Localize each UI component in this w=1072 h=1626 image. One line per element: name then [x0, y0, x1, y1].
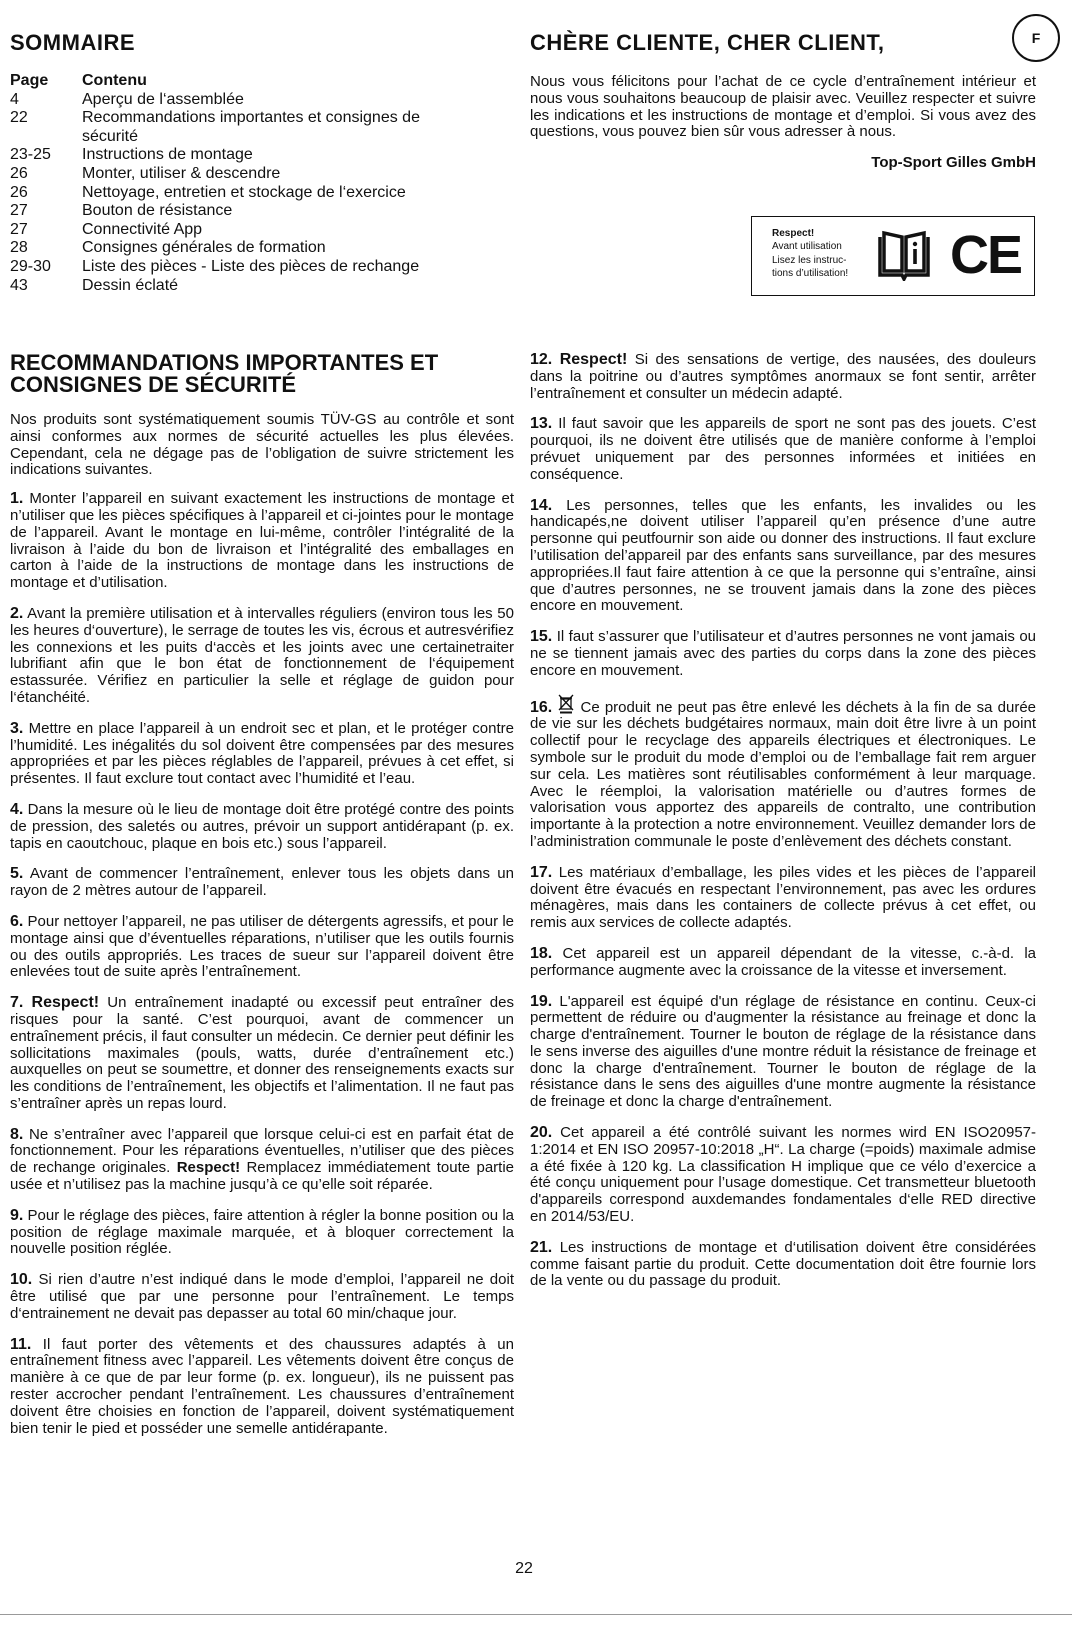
item-number: 13.: [530, 415, 553, 433]
safety-title-line: CONSIGNES DE SÉCURITÉ: [10, 372, 297, 397]
toc-row: [10, 277, 480, 296]
table-of-contents: [10, 72, 480, 295]
item-text: Un entraînement inadapté ou excessif peut entraîner des risques pour la santé. C’est pourquoi, avant de commencer un entraînement précis, il faut consulter un médecin. Ce dernier peut définir les sollicitations maximales (pouls, watts, durée d’entraînement etc.) auxquelles on peut se soumettre, et donner des renseignements exacts sur les conditions de l’entraînement, les objectifs et l’alimentation. Il ne faut pas s’entraîner après un repas lourd.: [10, 994, 514, 1112]
item-text: Mettre en place l’appareil à un endroit sec et plan, et le protéger contre l’humidité. Les inégalités du sol doivent être compensées par des mesures appropriées et par les pièces réglables de l’appareil, prévues à cet effet, si présentes. Il faut exclure tout contact avec l’humidité et l’eau.: [10, 719, 514, 788]
toc-col-content: Contenu: [82, 72, 147, 89]
item-number: 14.: [530, 496, 553, 514]
item-text: Il faut savoir que les appareils de sport ne sont pas des jouets. C’est pourquoi, ils ne doivent être utilisés que de manière conforme à l’emploi prévuet uniquement par des personnes informées et initiées en conséquence.: [530, 415, 1036, 483]
toc-row: [10, 146, 480, 165]
safety-item: [530, 865, 1036, 932]
respect-label: Respect!: [772, 228, 815, 239]
toc-row: [10, 239, 480, 258]
toc-col-page: Page: [10, 72, 49, 89]
safety-item: [530, 498, 1036, 616]
safety-item: [530, 416, 1036, 483]
respect-emphasis: Respect!: [31, 994, 100, 1012]
company-signature: Top-Sport Gilles GmbH: [871, 154, 1036, 171]
safety-item: [530, 994, 1036, 1112]
safety-left-column: [10, 412, 514, 1437]
item-text: Si des sensations de vertige, des nausées, des douleurs dans la poitrine ou d’autres symptômes anormaux se font sentir, arrêter l’entraînement et consulter un médecin adapté.: [530, 351, 1037, 402]
respect-emphasis: Respect!: [176, 1159, 241, 1177]
toc-entry: Instructions de montage: [82, 146, 253, 164]
toc-row: [10, 221, 480, 240]
safety-right-column: [530, 352, 1036, 1290]
respect-emphasis: Respect!: [559, 351, 628, 368]
item-number: 4.: [10, 800, 24, 818]
item-text: Avant de commencer l’entraînement, enlever tous les objets dans un rayon de 2 mètres autour de l’appareil.: [10, 865, 514, 900]
item-text: Dans la mesure où le lieu de montage doit être protégé contre des points de pression, des saletés ou autres, prévoir un support antidérapant (p. ex. tapis en caoutchouc, plaque en bois etc.) sous l’appareil.: [10, 800, 514, 852]
safety-item: [10, 866, 514, 900]
safety-item: [10, 721, 514, 788]
toc-entry: Bouton de résistance: [82, 202, 233, 220]
item-number: 1.: [10, 490, 24, 508]
item-number: 19.: [530, 992, 553, 1010]
item-text: Les instructions de montage et d‘utilisation doivent être considérées comme faisant partie du produit. Cette documentation doit être fournie lors de la vente ou du passage du produit.: [530, 1238, 1037, 1290]
item-number: 8.: [10, 1125, 24, 1143]
safety-intro: Nos produits sont systématiquement soumis TÜV-GS au contrôle et sont ainsi conformes aux normes de sécurité actuelles les plus élevées. Cependant, cela ne dégage pas de l’obligation de suivre strictement les indications suivantes.: [10, 411, 514, 479]
safety-item: [10, 802, 514, 852]
item-text: Pour nettoyer l’appareil, ne pas utiliser de détergents agressifs, et pour le montage ainsi que d’éventuelles réparations, n’utiliser que les outils fournis ou des outils appropriés. Les traces de sueur sur l’appareil doivent être enlevées tout de suite après l’entraînement.: [10, 912, 514, 981]
toc-header-row: [10, 72, 480, 91]
greeting-title: CHÈRE CLIENTE, CHER CLIENT,: [530, 30, 885, 55]
toc-page-number: 22: [10, 109, 28, 127]
safety-item: [10, 914, 514, 981]
item-number: 10.: [10, 1271, 33, 1289]
safety-item: [530, 1125, 1036, 1226]
toc-page-number: 26: [10, 164, 28, 182]
item-text: Les personnes, telles que les enfants, les invalides ou les handicapés,ne doivent utiliser l’appareil qu’en présence d’une autre personne qui peutfournir son aide ou donner des instructions. Il faut exclure l’utilisation del’appareil par des enfants sans surveillance, par des mesures appropriées.Il faut faire attention à ce que la personne qui s’entraîne, ainsi que d’autres personnes, ne se trouvent jamais dans la zone des pièces encore en mouvement.: [530, 496, 1036, 615]
item-text: Cet appareil est un appareil dépendant de la vitesse, c.-à-d. la performance augmente avec la croissance de la vitesse et inversement.: [530, 944, 1036, 979]
greeting-text: Nous vous félicitons pour l’achat de ce cycle d’entraînement intérieur et nous vous souhaitons beaucoup de plaisir avec. Veuillez respecter et suivre les indications et les instructions de montage et d’emploi. Si vous avez des questions, vous pouvez bien sûr vous adresser à nous.: [530, 73, 1036, 141]
item-number: 9.: [10, 1206, 24, 1224]
toc-page-number: 29-30: [10, 257, 51, 275]
safety-item: [10, 606, 514, 707]
crossed-bin-icon: [557, 694, 575, 714]
item-number: 12.: [530, 351, 553, 368]
item-text: Il faut s’assurer que l’utilisateur et d’autres personnes ne vont jamais ou ne se tiennent jamais avec des parties du corps dans la zone des pièces encore en mouvement.: [530, 628, 1037, 679]
item-number: 11.: [10, 1335, 32, 1353]
item-number: 7.: [10, 994, 24, 1012]
item-text: Ce produit ne peut pas être enlevé les déchets à la fin de sa durée de vie sur les déchets budgétaires normaux, main doit être livre à un point collectif pour le recyclage des appareils électriques et électroniques. Le symbole sur le produit du mode d’emploi ou de l’emballage fait rem arguer sur cela. Les matières sont réutilisables conformément à leur marquage. Avec le réemploi, la valorisation matérielle ou d’autres formes de valorisation vous apportez des appareils de contralto, une contribution importante à la protection a notre environnement. Veuillez demander lors de l’administration communale le poste d’enlèvement des déchets constant.: [530, 698, 1036, 850]
toc-page-number: 4: [10, 90, 19, 108]
safety-item: [530, 629, 1036, 679]
item-text: Ne s’entraîner avec l’appareil que lorsque celui-ci est en parfait état de fonctionnement. Pour les réparations éventuelles, n’utiliser que des pièces de rechange originales.: [10, 1125, 514, 1177]
toc-row: [10, 165, 480, 184]
safety-item: [10, 491, 514, 592]
toc-entry: Dessin éclaté: [82, 276, 179, 294]
safety-item: [530, 946, 1036, 980]
item-text: L'appareil est équipé d'un réglage de résistance en continu. Ceux-ci permettent de réduire ou d'augmenter la résistance au freinage et donc la charge d'entraînement. Tourner le bouton de réglage de la résistance dans le sens inverse des aiguilles d'une montre réduit la résistance de freinage et donc la charge d'entraînement. Tourner le bouton de réglage de la résistance dans le sens des aiguilles d'une montre augmente la résistance de freinage et donc la charge d'entraînement.: [530, 992, 1036, 1111]
item-text: Les matériaux d’emballage, les piles vides et les pièces de l’appareil doivent être évacués en respectant l’environnement, pas avec les ordures ménagères, mais dans les containers de collecte prévus à cet effet, ou remis aux services de collecte adaptés.: [530, 863, 1036, 932]
respect-line: Avant utilisation: [772, 241, 842, 252]
toc-row: [10, 91, 480, 110]
toc-entry: Recommandations importantes et consignes de sécurité: [82, 109, 420, 145]
respect-line: tions d’utilisation!: [772, 268, 849, 279]
item-number: 20.: [530, 1124, 553, 1142]
safety-title-line: RECOMMANDATIONS IMPORTANTES ET: [10, 350, 439, 375]
safety-item: [10, 995, 514, 1113]
item-text: Remplacez immédiatement toute partie usée et n’utilisez pas la machine jusqu’à ce qu’elle soit réparée.: [10, 1159, 514, 1194]
item-text: Monter l’appareil en suivant exactement les instructions de montage et n’utiliser que les pièces spécifiques à l’appareil et ci-jointes pour le montage de l’appareil. Avant le montage en lui-même, contrôler l’intégralité de la livraison à l’aide du bon de livraison et l’intégralité des emballages en carton à l’aide de la instructions de montage dans les instructions de montage et d’utilisation.: [10, 490, 515, 592]
toc-entry: Connectivité App: [82, 220, 203, 238]
toc-title: SOMMAIRE: [10, 30, 135, 55]
item-text: Si rien d’autre n’est indiqué dans le mode d’emploi, l’appareil ne doit être utilisé que par une personne pour l’entraînement. Le temps d‘entrainement ne devait pas depasser au total 60 min/chaque jour.: [10, 1271, 514, 1322]
respect-notice-box: [751, 216, 1035, 296]
toc-row: [10, 258, 480, 277]
respect-line: Lisez les instruc-: [772, 255, 847, 266]
item-number: 2.: [10, 604, 24, 622]
item-text: Avant la première utilisation et à intervalles réguliers (environ tous les 50 les heures d‘ouverture), le serrage de toutes les vis, écrous et autresvérifiez les connexions et les puits d‘accès et les joints avec une certainetraiter lubrifiant afin que le bon état de fonctionnement de l‘équipement estassurée. Vérifiez en particulier la selle et réglage de guidon pour l‘étanchéité.: [10, 604, 514, 706]
toc-row: [10, 202, 480, 221]
item-number: 17.: [530, 863, 553, 881]
toc-entry: Monter, utiliser & descendre: [82, 164, 281, 182]
item-number: 5.: [10, 865, 24, 883]
item-number: 18.: [530, 944, 553, 962]
toc-entry: Consignes générales de formation: [82, 239, 326, 257]
toc-row: [10, 109, 480, 146]
safety-item: [10, 1208, 514, 1258]
item-text: Cet appareil a été contrôlé suivant les normes wird EN ISO20957-1:2014 et EN ISO 20957-10:2018 „H“. La charge (=poids) maximale admise a été fixée à 120 kg. La classification H implique que ce vélo d’exercice a été conçu uniquement pour l’usage domestique. Cet transmetteur bluetooth d'appareils correspond auxdemandes fondamentales d‘elle RED directive en 2014/53/EU.: [530, 1124, 1036, 1226]
toc-page-number: 23-25: [10, 146, 51, 164]
toc-page-number: 27: [10, 202, 28, 220]
toc-page-number: 28: [10, 239, 28, 257]
page-number: 22: [515, 1560, 533, 1577]
toc-page-number: 43: [10, 276, 28, 294]
safety-item: [530, 1240, 1036, 1290]
toc-page-number: 27: [10, 220, 28, 238]
item-number: 6.: [10, 912, 24, 930]
ce-mark: CE: [950, 225, 1022, 285]
safety-item: [10, 1127, 514, 1194]
toc-entry: Nettoyage, entretien et stockage de l‘exercice: [82, 183, 406, 201]
safety-item: [10, 1272, 514, 1322]
toc-entry: Liste des pièces - Liste des pièces de rechange: [82, 257, 420, 275]
item-number: 21.: [530, 1238, 553, 1256]
item-number: 16.: [530, 698, 553, 716]
read-manual-icon: [876, 229, 932, 281]
safety-item: [530, 352, 1036, 402]
item-number: 15.: [530, 628, 553, 646]
safety-item: [10, 1337, 514, 1438]
safety-item: [530, 694, 1036, 851]
item-number: 3.: [10, 719, 24, 737]
toc-row: [10, 184, 480, 203]
safety-title: [10, 352, 510, 396]
toc-entry: Aperçu de l‘assemblée: [82, 90, 244, 108]
item-text: Il faut porter des vêtements et des chaussures adaptés à un entraînement fitness avec l’appareil. Les vêtements doivent être conçus de manière à ce que de par leur forme (p. ex. longueur), ils ne puissent pas rester accrocher pendant l’entraînement. Les chaussures d’entraînement doivent être choisies en fonction de l’appareil, doivent systématiquement bien tenir le pied et posséder une semelle antidérapante.: [10, 1335, 514, 1437]
respect-notice-text: [772, 227, 848, 280]
bottom-divider: [0, 1614, 1072, 1615]
item-text: Pour le réglage des pièces, faire attention à régler la bonne position ou la position de réglage maximale marquée, et à bloquer correctement la nouvelle position réglée.: [10, 1206, 515, 1258]
toc-page-number: 26: [10, 183, 28, 201]
language-badge: F: [1012, 14, 1060, 62]
